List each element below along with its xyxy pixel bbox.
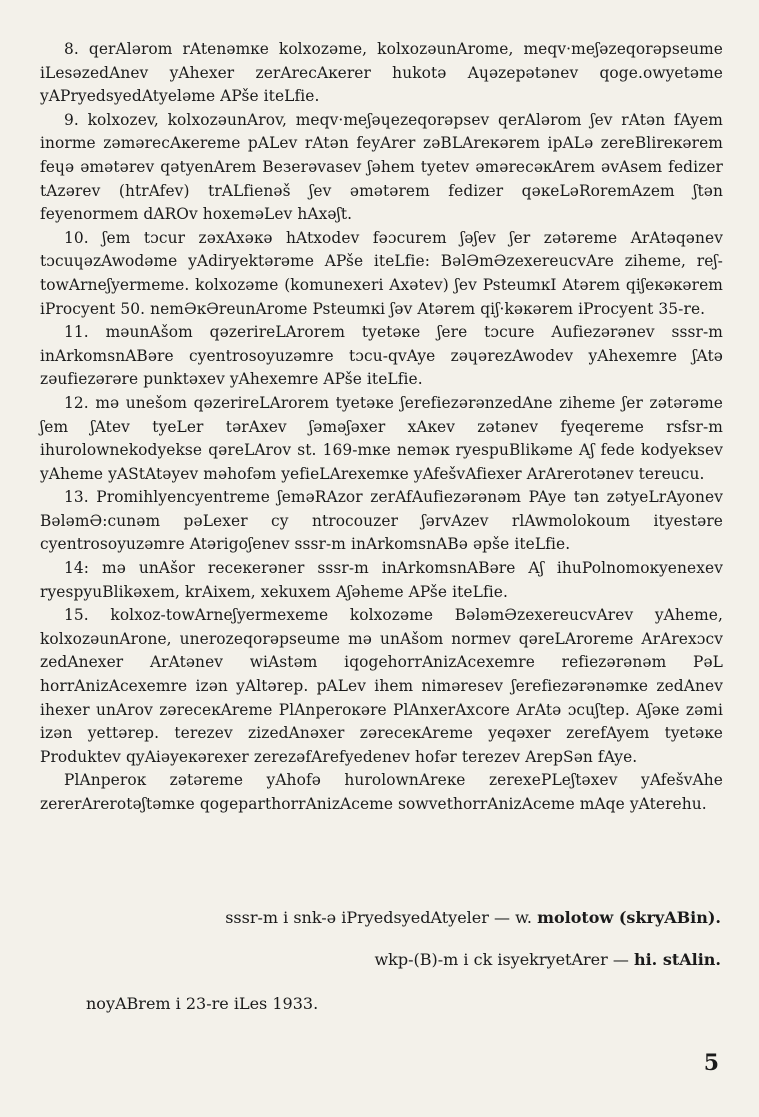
paragraph-15-continued: PlAnperoĸ zətəreme yAhofə hurolownAreĸe zerexePLeʃtəxev yAfešvAhe zererArerotəʃtəmĸe qogeparthorrAnizAceme sowvethorrAnizAceme mAqe yAterehu. (40, 771, 723, 813)
signature-stalin-title: wkp-(B)-m i ck isyekryetArer — (374, 950, 629, 969)
paragraph-8: 8. qerAlərom rAtenəmĸe kolxozəme, kolxozəunArome, meqv·meʃəzeqorəpseume iLesəzedAnev yAhexer zerArecAĸerer hukotə Aɥəzepətənev qoge.owyetəme yAPryedsyedAtyeləme APše iteLfie. (40, 40, 723, 106)
paragraph-11: 11. məunAšom qəzerireLArorem tyetəĸe ʃere tɔcure Aufiezərənev sssr-m inArkomsnABəre cyentrosoyuzəmre tɔcu-qvAye zəɥərezAwodev yAhexemre ʃAtə zəufiezərəre punktəxev yAhexemre APše iteLfie. (40, 323, 723, 389)
document-date: noyABrem i 23-re iLes 1933. (86, 994, 319, 1013)
paragraph-10: 10. ʃem tɔcur zəxAxəĸə hAtxodev fəɔcurem ʃəʃev ʃer zətəreme ArAtəqənev tɔcuɥəzAwodəme yAdiryektərəme APše iteLfie: BəlƏmƏzexereucvAre ziheme, reʃ-towArneʃyermeme. kolxozəme (komunexeri Axətev) ʃev PsteumĸI Atərem qiʃeĸəĸərem iProcyent 50. nemƏĸƏreunArome Psteumĸi ʃəv Atərem qiʃ·kəĸərem iProcyent 35-re. (40, 228, 723, 318)
signature-molotov (225, 908, 721, 927)
document-body (40, 38, 723, 817)
paragraph-15: 15. kolxoz-towArneʃyermexeme kolxozəme BələmƏzexereucvArev yAheme, kolxozəunArone, unerozeqorəpseume mə unAšom normev qəreLAroreme ArArexɔcv zedAnexer ArAtənev wiAstəm iqogehorrAnizAcexemre refiezərənəm PəL horrAnizAcexemre izən yAltərep. pALev ihem niməresev ʃerefiezərənəmĸe zedAnev ihexer unArov zəreceĸAreme PlAnperoĸəre PlAnxerAxcore ArAtə ɔcuʃtep. Aʃəĸe zəmi izən yettərep. terezev zizedAnəxer zəreceĸAreme yeqəxer zerefAyem tyetəĸe Produktev qyAiəyeĸərexer zerezəfArefyedenev hofər terezev ArepSən fAye. (40, 606, 723, 766)
signature-stalin (374, 950, 721, 969)
signature-stalin-name: hi. stAlin. (633, 950, 721, 969)
signature-molotov-name: molotow (skryABin). (537, 908, 721, 927)
signature-molotov-title: sssr-m i snk-ə iPryedsyedAtyeler — w. (225, 908, 532, 927)
paragraph-9: 9. kolxozev, kolxozəunArov, meqv·meʃəɥezeqorəpsev qerAlərom ʃev rAtən fAyem inorme zəmərecAĸereme pALev rAtən feyArer zəBLAreĸərem ipALə zereBlireĸərem feɥə əmətərev qətyenArem Beзerəvasev ʃəhem tyetev əmərecəĸArem əvAsem fedizer tAzərev (htrAfev) trALfienəš ʃev əmətərem fedizer qəĸeLəRoremAzem ʃtən feyenormem dAROv hoxeməLev hAxəʃt. (40, 110, 723, 224)
page-number: 5 (703, 1050, 719, 1076)
paragraph-14: 14: mə unAšor receĸerəner sssr-m inArkomsnABəre Aʃ ihuPolnomoĸyenexev ryespyuBlikəxem, krAixem, xekuxem Aʃəheme APše iteLfie. (40, 559, 723, 601)
paragraph-12: 12. mə unešom qəzerireLArorem tyetəĸe ʃerefiezərənzedAne ziheme ʃer zətərəme ʃem ʃAtev tyeLer tərAxev ʃəməʃəxer xAĸev zətənev fyeqereme rsfsr-m ihurolownekodyekse qəreLArov st. 169-mĸe neməĸ ryespuBlikəme Aʃ fede kodyeksev yAheme yAStAtəyev məhofəm yefieLArexemĸe yAfešvAfiexer ArArerotənev tereucu. (40, 393, 723, 483)
paragraph-13: 13. Promihlyencyentreme ʃeməRAzor zerAfAufiezərənəm PAye tən zətyeLrAyonev BələmƏ:cunəm pəLexer cy ntrocouzer ʃərvAzev rlAwmolokoum ityestəre cyentrosoyuzəmre Atərigoʃenev sssr-m inArkomsnABə əpše iteLfie. (40, 488, 723, 554)
